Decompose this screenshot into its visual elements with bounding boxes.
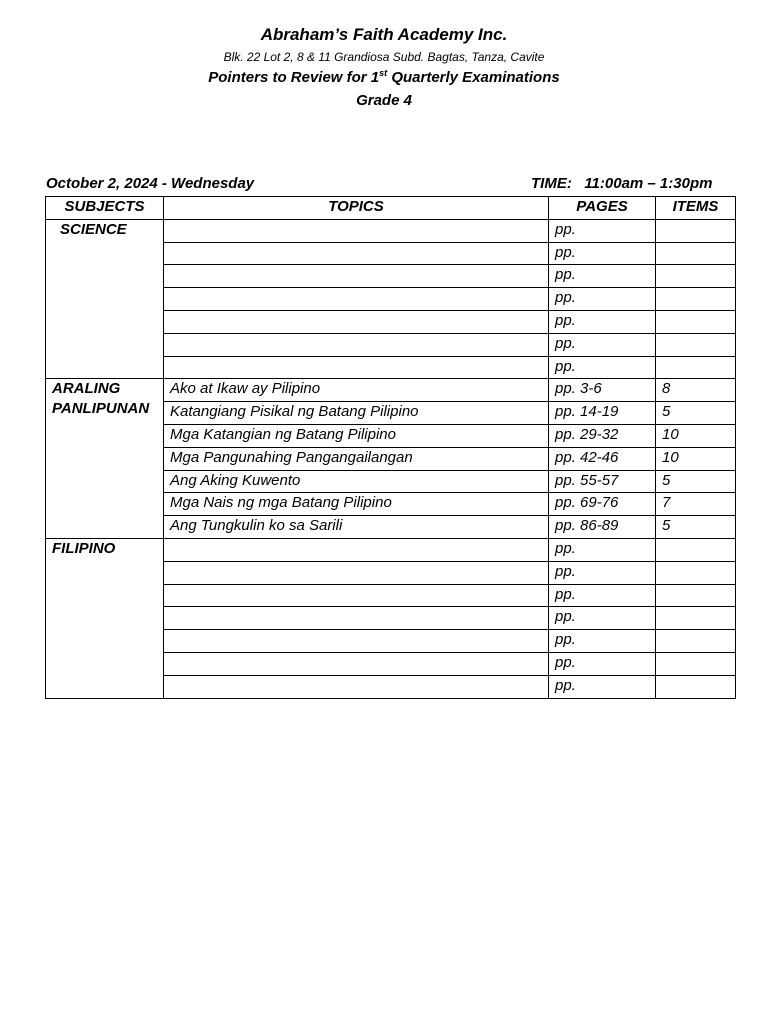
pages-cell: pp. xyxy=(549,265,656,288)
pages-cell: pp. xyxy=(549,242,656,265)
topic-cell xyxy=(164,607,549,630)
pages-cell: pp. xyxy=(549,219,656,242)
pages-cell: pp. xyxy=(549,630,656,653)
table-row xyxy=(46,379,736,402)
topic-cell xyxy=(164,630,549,653)
pages-cell: pp. 69-76 xyxy=(549,493,656,516)
items-cell xyxy=(656,584,736,607)
pages-cell: pp. xyxy=(549,675,656,698)
table-header-row xyxy=(46,197,736,220)
pages-cell: pp. 14-19 xyxy=(549,402,656,425)
pages-cell: pp. xyxy=(549,288,656,311)
pages-cell: pp. 29-32 xyxy=(549,424,656,447)
pages-cell: pp. 3-6 xyxy=(549,379,656,402)
pages-cell: pp. 86-89 xyxy=(549,516,656,539)
table-row xyxy=(46,219,736,242)
items-cell xyxy=(656,630,736,653)
pages-cell: pp. xyxy=(549,538,656,561)
table-row xyxy=(46,538,736,561)
items-cell: 10 xyxy=(656,424,736,447)
subject-name-line-2: PANLIPUNAN xyxy=(52,400,150,418)
items-cell: 10 xyxy=(656,447,736,470)
pages-cell: pp. xyxy=(549,310,656,333)
pages-cell: pp. xyxy=(549,333,656,356)
exam-date: October 2, 2024 - Wednesday xyxy=(46,175,255,192)
topic-cell: Ang Tungkulin ko sa Sarili xyxy=(164,516,549,539)
subject-filipino: FILIPINO xyxy=(46,538,164,698)
review-table xyxy=(45,196,736,699)
items-cell xyxy=(656,607,736,630)
items-cell xyxy=(656,356,736,379)
school-name: Abraham’s Faith Academy Inc. xyxy=(260,25,508,44)
topic-cell xyxy=(164,538,549,561)
subject-name-line-1: ARALING xyxy=(52,380,121,398)
pages-cell: pp. 55-57 xyxy=(549,470,656,493)
topic-cell xyxy=(164,333,549,356)
topic-cell xyxy=(164,652,549,675)
topic-cell: Ang Aking Kuwento xyxy=(164,470,549,493)
topic-cell: Ako at Ikaw ay Pilipino xyxy=(164,379,549,402)
topic-cell xyxy=(164,288,549,311)
topic-cell xyxy=(164,310,549,333)
subject-science: SCIENCE xyxy=(46,219,164,379)
pages-cell: pp. xyxy=(549,607,656,630)
items-cell xyxy=(656,675,736,698)
items-cell xyxy=(656,652,736,675)
topic-cell: Katangiang Pisikal ng Batang Pilipino xyxy=(164,402,549,425)
pages-cell: pp. xyxy=(549,652,656,675)
topic-cell xyxy=(164,265,549,288)
column-header-pages: PAGES xyxy=(549,197,656,220)
items-cell xyxy=(656,242,736,265)
pages-cell: pp. 42-46 xyxy=(549,447,656,470)
subject-araling-panlipunan xyxy=(46,379,164,539)
topic-cell xyxy=(164,219,549,242)
topic-cell xyxy=(164,584,549,607)
column-header-subjects: SUBJECTS xyxy=(46,197,164,220)
items-cell: 5 xyxy=(656,402,736,425)
topic-cell: Mga Katangian ng Batang Pilipino xyxy=(164,424,549,447)
school-address: Blk. 22 Lot 2, 8 & 11 Grandiosa Subd. Bagtas, Tanza, Cavite xyxy=(223,50,545,64)
title-main: Pointers to Review for 1 xyxy=(208,69,380,86)
exam-time: TIME: 11:00am – 1:30pm xyxy=(531,175,713,192)
title-ordinal-suffix: st xyxy=(379,68,388,78)
topic-cell: Mga Pangunahing Pangangailangan xyxy=(164,447,549,470)
pages-cell: pp. xyxy=(549,561,656,584)
items-cell xyxy=(656,333,736,356)
grade-level: Grade 4 xyxy=(356,92,412,109)
items-cell: 5 xyxy=(656,470,736,493)
items-cell: 5 xyxy=(656,516,736,539)
topic-cell xyxy=(164,675,549,698)
items-cell: 7 xyxy=(656,493,736,516)
topic-cell xyxy=(164,356,549,379)
column-header-topics: TOPICS xyxy=(164,197,549,220)
items-cell: 8 xyxy=(656,379,736,402)
topic-cell xyxy=(164,242,549,265)
items-cell xyxy=(656,310,736,333)
topic-cell xyxy=(164,561,549,584)
pages-cell: pp. xyxy=(549,356,656,379)
items-cell xyxy=(656,561,736,584)
items-cell xyxy=(656,219,736,242)
document-title xyxy=(0,69,768,86)
items-cell xyxy=(656,288,736,311)
topic-cell: Mga Nais ng mga Batang Pilipino xyxy=(164,493,549,516)
title-rest: Quarterly Examinations xyxy=(387,69,560,86)
pages-cell: pp. xyxy=(549,584,656,607)
column-header-items: ITEMS xyxy=(656,197,736,220)
items-cell xyxy=(656,265,736,288)
items-cell xyxy=(656,538,736,561)
